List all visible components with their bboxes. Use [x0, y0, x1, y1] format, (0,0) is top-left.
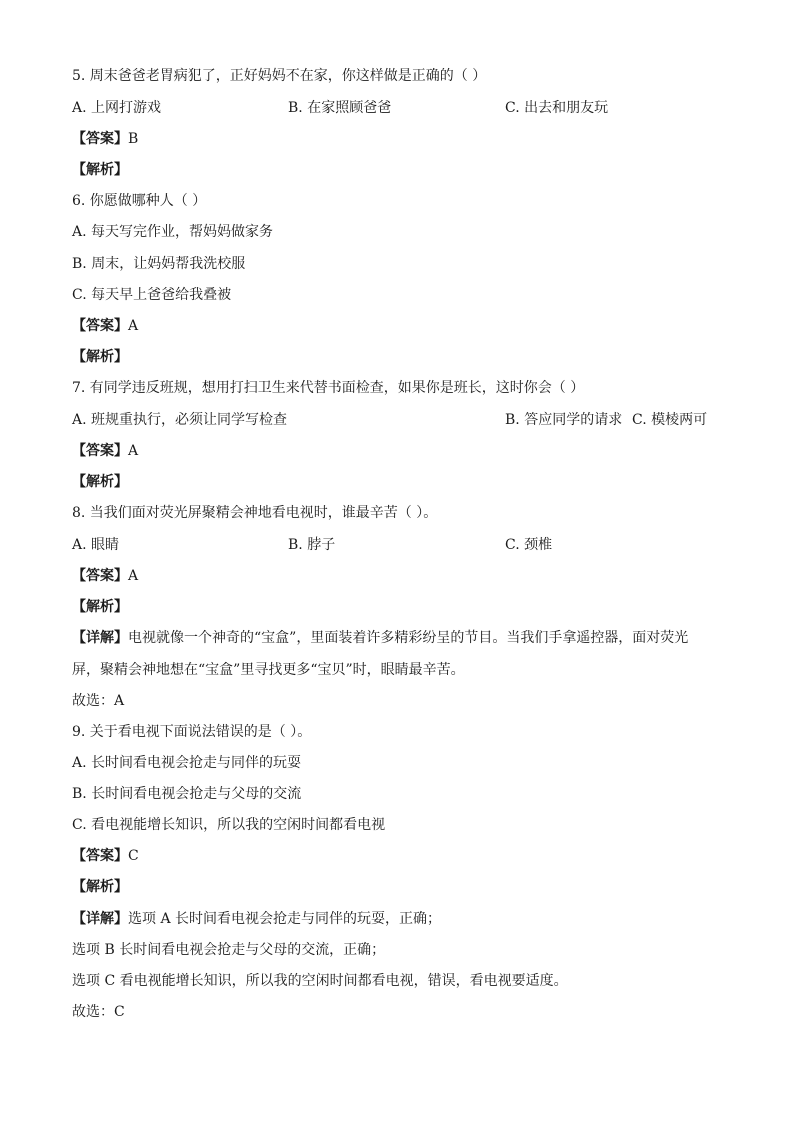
question-9-option-b: B. 长时间看电视会抢走与父母的交流 [72, 786, 302, 802]
answer-tag: 【答案】 [72, 131, 128, 147]
question-9-detail-line-1 [72, 909, 441, 929]
question-8-option-a: A. 眼睛 [72, 537, 120, 553]
question-7-option-c: C. 模棱两可 [632, 412, 708, 428]
question-9-choice: 故选：C [72, 1004, 125, 1020]
answer-value: C [128, 848, 139, 864]
question-7-option-b: B. 答应同学的请求 [505, 412, 623, 428]
answer-value: A [128, 443, 139, 459]
question-6-stem: 6. 你愿做哪种人（ ） [72, 193, 207, 209]
question-7-analysis-tag: 【解析】 [72, 474, 128, 490]
question-5-answer [72, 129, 138, 149]
question-9-option-c: C. 看电视能增长知识，所以我的空闲时间都看电视 [72, 817, 386, 833]
question-7-answer [72, 441, 138, 461]
question-8-option-b: B. 脖子 [288, 537, 336, 553]
question-9-analysis-tag: 【解析】 [72, 879, 128, 895]
question-5-option-b: B. 在家照顾爸爸 [288, 100, 392, 116]
question-8-answer [72, 566, 138, 586]
question-5-analysis-tag: 【解析】 [72, 162, 128, 178]
question-5-stem: 5. 周末爸爸老胃病犯了，正好妈妈不在家，你这样做是正确的（ ） [72, 68, 487, 84]
question-9-detail-line-3: 选项 C 看电视能增长知识，所以我的空闲时间都看电视，错误，看电视要适度。 [72, 973, 568, 989]
question-6-option-c: C. 每天早上爸爸给我叠被 [72, 287, 232, 303]
detail-text: 电视就像一个神奇的“宝盒”，里面装着许多精彩纷呈的节目。当我们手拿遥控器，面对荧光 [128, 630, 689, 646]
detail-tag: 【详解】 [72, 630, 128, 646]
question-9-option-a: A. 长时间看电视会抢走与同伴的玩耍 [72, 755, 302, 771]
answer-tag: 【答案】 [72, 848, 128, 864]
detail-text: 选项 A 长时间看电视会抢走与同伴的玩耍，正确； [128, 911, 442, 927]
question-6-option-a: A. 每天写完作业，帮妈妈做家务 [72, 224, 274, 240]
question-8-detail-line-2: 屏，聚精会神地想在“宝盒”里寻找更多“宝贝”时，眼睛最辛苦。 [72, 662, 465, 678]
detail-tag: 【详解】 [72, 911, 128, 927]
question-9-answer [72, 846, 139, 866]
answer-value: A [128, 318, 139, 334]
answer-tag: 【答案】 [72, 443, 128, 459]
answer-tag: 【答案】 [72, 318, 128, 334]
question-5-option-a: A. 上网打游戏 [72, 100, 162, 116]
question-7-option-a: A. 班规重执行，必须让同学写检查 [72, 412, 288, 428]
answer-value: B [128, 131, 139, 147]
question-9-detail-line-2: 选项 B 长时间看电视会抢走与父母的交流，正确； [72, 942, 386, 958]
question-5-option-c: C. 出去和朋友玩 [505, 100, 609, 116]
question-8-detail-line-1 [72, 628, 688, 648]
answer-value: A [128, 568, 139, 584]
question-6-option-b: B. 周末，让妈妈帮我洗校服 [72, 256, 246, 272]
question-8-stem: 8. 当我们面对荧光屏聚精会神地看电视时，谁最辛苦（ ）。 [72, 505, 438, 521]
question-8-option-c: C. 颈椎 [505, 537, 553, 553]
question-8-analysis-tag: 【解析】 [72, 599, 128, 615]
question-6-answer [72, 316, 138, 336]
answer-tag: 【答案】 [72, 568, 128, 584]
question-9-stem: 9. 关于看电视下面说法错误的是（ ）。 [72, 724, 312, 740]
question-7-stem: 7. 有同学违反班规，想用打扫卫生来代替书面检查，如果你是班长，这时你会（ ） [72, 380, 585, 396]
question-8-choice: 故选：A [72, 693, 125, 709]
question-6-analysis-tag: 【解析】 [72, 349, 128, 365]
